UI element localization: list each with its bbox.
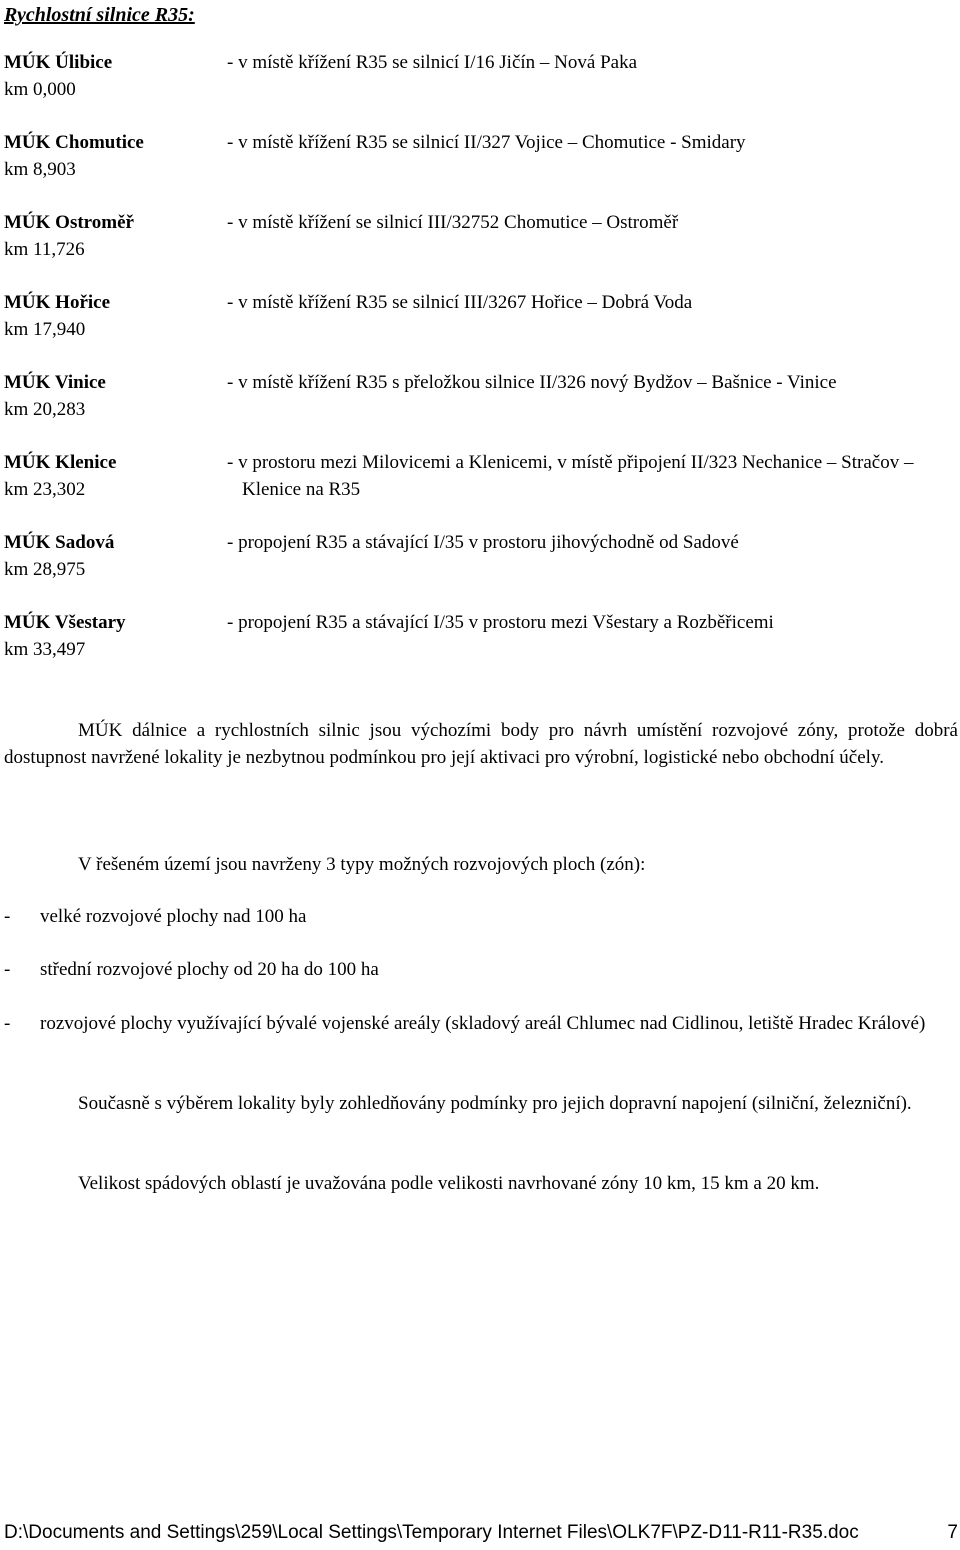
interchange-description-cell <box>227 209 958 236</box>
interchange-label <box>4 449 219 503</box>
interchange-km: km 23,302 <box>4 479 86 500</box>
interchange-name: MÚK Ostroměř <box>4 212 134 233</box>
interchange-description: - v místě křížení R35 s přeložkou silnice II/326 nový Bydžov – Bašnice - Vinice <box>227 372 837 393</box>
interchange-label <box>4 609 219 663</box>
interchange-label <box>4 209 219 263</box>
interchange-description-cell <box>227 129 958 156</box>
interchange-label <box>4 529 219 583</box>
interchange-name: MÚK Úlibice <box>4 52 113 73</box>
list-dash: - <box>4 1013 11 1034</box>
interchange-km: km 28,975 <box>4 559 86 580</box>
list-item <box>4 903 958 930</box>
interchange-description-cell <box>227 449 958 503</box>
interchange-label <box>4 369 219 423</box>
interchange-km: km 17,940 <box>4 319 86 340</box>
interchange-name: MÚK Klenice <box>4 452 117 473</box>
section-heading: Rychlostní silnice R35: <box>4 4 195 26</box>
list-dash: - <box>4 906 11 927</box>
interchange-description: - propojení R35 a stávající I/35 v prostoru jihovýchodně od Sadové <box>227 532 739 553</box>
interchange-name: MÚK Všestary <box>4 612 126 633</box>
interchange-description: - v místě křížení R35 se silnicí II/327 Vojice – Chomutice - Smidary <box>227 132 746 153</box>
list-item <box>4 1010 958 1037</box>
list-dash: - <box>4 959 11 980</box>
footer-file-path: D:\Documents and Settings\259\Local Settings\Temporary Internet Files\OLK7F\PZ-D11-R11-R35.doc <box>4 1522 859 1543</box>
list-item-text: rozvojové plochy využívající bývalé vojenské areály (skladový areál Chlumec nad Cidlinou, letiště Hradec Králové) <box>40 1013 926 1034</box>
interchange-description: - v místě křížení R35 se silnicí I/16 Jičín – Nová Paka <box>227 52 638 73</box>
footer-page-number: 7 <box>947 1522 958 1543</box>
interchange-km: km 20,283 <box>4 399 86 420</box>
interchange-description-cell <box>227 609 958 636</box>
interchange-km: km 33,497 <box>4 639 86 660</box>
interchange-label <box>4 289 219 343</box>
interchange-km: km 8,903 <box>4 159 76 180</box>
interchange-label <box>4 49 219 103</box>
interchange-description-cell <box>227 369 958 396</box>
interchange-description: - propojení R35 a stávající I/35 v prostoru mezi Všestary a Rozběřicemi <box>227 612 774 633</box>
interchange-km: km 11,726 <box>4 239 85 260</box>
paragraph-zone-types-intro: V řešeném území jsou navrženy 3 typy možných rozvojových ploch (zón): <box>78 854 646 875</box>
interchange-description: - v místě křížení R35 se silnicí III/3267 Hořice – Dobrá Voda <box>227 292 693 313</box>
paragraph-transport-connection: Současně s výběrem lokality byly zohledňovány podmínky pro jejich dopravní napojení (silniční, železniční). <box>78 1093 912 1114</box>
paragraph-catchment-areas: Velikost spádových oblastí je uvažována podle velikosti navrhované zóny 10 km, 15 km a 20 km. <box>78 1173 820 1194</box>
interchange-km: km 0,000 <box>4 79 76 100</box>
paragraph-interchange-purpose: MÚK dálnice a rychlostních silnic jsou výchozími body pro návrh umístění rozvojové zóny, protože dobrá dostupnost navržené lokality je nezbytnou podmínkou pro její aktivaci pro výrobní, logistické nebo obchodní účely. <box>4 720 958 768</box>
interchange-name: MÚK Chomutice <box>4 132 144 153</box>
interchange-description-cell <box>227 289 958 316</box>
interchange-name: MÚK Vinice <box>4 372 106 393</box>
interchange-label <box>4 129 219 183</box>
interchange-description-cell <box>227 529 958 556</box>
list-item <box>4 956 958 983</box>
interchange-description-cell <box>227 49 958 76</box>
interchange-name: MÚK Hořice <box>4 292 111 313</box>
interchange-name: MÚK Sadová <box>4 532 115 553</box>
interchange-description: - v místě křížení se silnicí III/32752 Chomutice – Ostroměř <box>227 212 679 233</box>
list-item-text: střední rozvojové plochy od 20 ha do 100 ha <box>40 959 379 980</box>
list-item-text: velké rozvojové plochy nad 100 ha <box>40 906 307 927</box>
interchange-description: - v prostoru mezi Milovicemi a Klenicemi, v místě připojení II/323 Nechanice – Stračov – Klenice na R35 <box>227 452 914 500</box>
